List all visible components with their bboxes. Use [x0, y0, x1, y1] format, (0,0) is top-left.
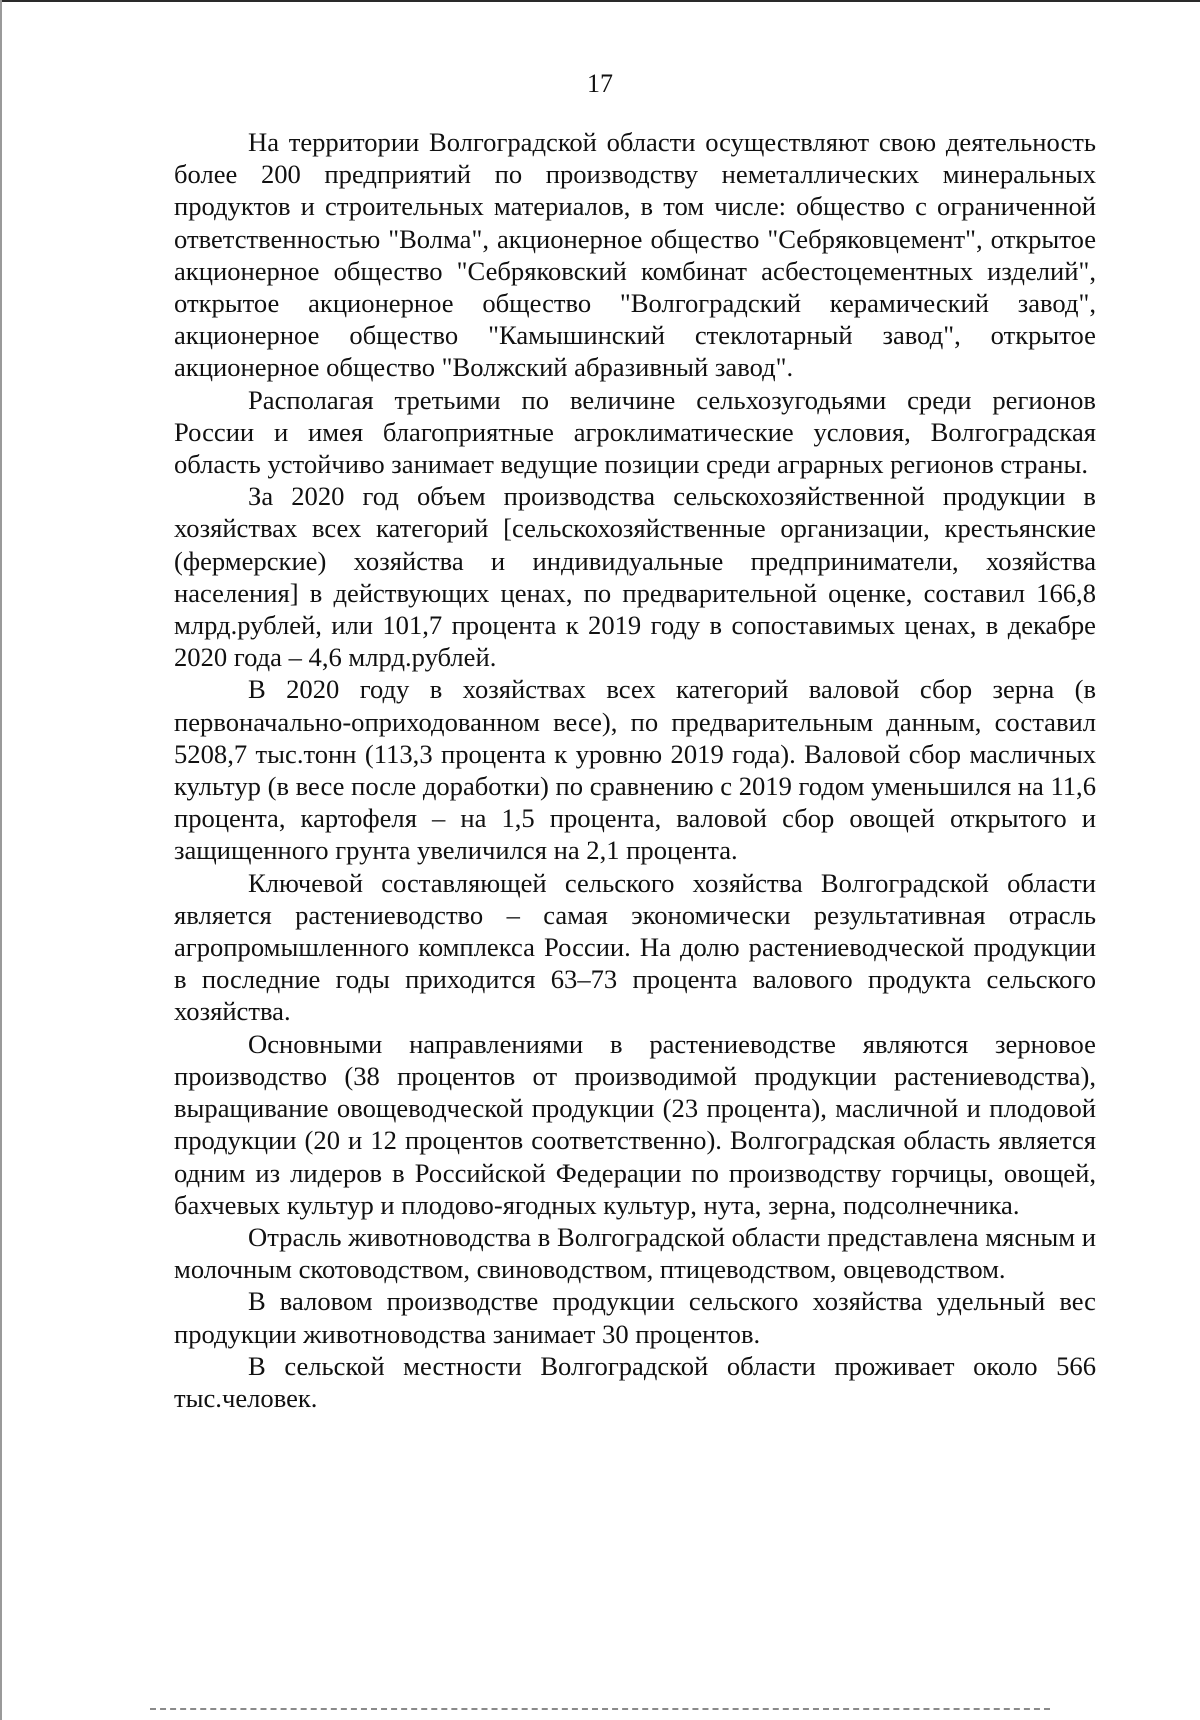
scan-edge-top — [0, 0, 1200, 2]
paragraph-agricultural-land: Располагая третьими по величине сельхозугодьями среди регионов России и имея благоприятные агроклиматические условия, Волгоградская область устойчиво занимает ведущие позиции среди аграрных регионов страны. — [174, 384, 1096, 480]
document-body — [174, 126, 1096, 1414]
paragraph-livestock-share: В валовом производстве продукции сельского хозяйства удельный вес продукции животноводства занимает 30 процентов. — [174, 1286, 1096, 1349]
paragraph-enterprises: На территории Волгоградской области осуществляют свою деятельность более 200 предприятий по производству неметаллических минеральных продуктов и строительных материалов, в том числе: общество с ограниченной ответственностью "Волма", акционерное общество "Себряковцемент", открытое акционерное общество "Себряковский комбинат асбестоцементных изделий", открытое акционерное общество "Волгоградский керамический завод", акционерное общество "Камышинский стеклотарный завод", открытое акционерное общество "Волжский абразивный завод". — [174, 127, 1096, 383]
page-number: 17 — [587, 69, 613, 98]
paragraph-livestock: Отрасль животноводства в Волгоградской области представлена мясным и молочным скотоводством, свиноводством, птицеводством, овцеводством. — [174, 1221, 1096, 1285]
paragraph-production-volume: За 2020 год объем производства сельскохозяйственной продукции в хозяйствах всех категорий [сельскохозяйственные организации, крестьянские (фермерские) хозяйства и индивидуальные предприниматели, хозяйства населения] в действующих ценах, по предварительной оценке, составил 166,8 млрд.рублей, или 101,7 процента к 2019 году в сопоставимых ценах, в декабре 2020 года – 4,6 млрд.рублей. — [174, 481, 1096, 673]
paragraph-rural-population: В сельской местности Волгоградской области проживает около 566 тыс.человек. — [174, 1350, 1096, 1413]
paragraph-main-directions: Основными направлениями в растениеводстве являются зерновое производство (38 процентов от производимой продукции растениеводства), выращивание овощеводческой продукции (23 процента), масличной и плодовой продукции (20 и 12 процентов соответственно). Волгоградская область является одним из лидеров в Российской Федерации по производству горчицы, овощей, бахчевых культур и плодово-ягодных культур, нута, зерна, подсолнечника. — [174, 1028, 1096, 1220]
paragraph-grain-harvest: В 2020 году в хозяйствах всех категорий валовой сбор зерна (в первоначально-оприходованном весе), по предварительным данным, составил 5208,7 тыс.тонн (113,3 процента к уровню 2019 года). Валовой сбор масличных культур (в весе после доработки) по сравнению с 2019 годом уменьшился на 11,6 процента, картофеля – на 1,5 процента, валовой сбор овощей открытого и защищенного грунта увеличился на 2,1 процента. — [174, 674, 1096, 866]
scan-edge-bottom — [150, 1708, 1050, 1710]
scan-edge-left — [0, 0, 2, 1720]
paragraph-crop-production: Ключевой составляющей сельского хозяйства Волгоградской области является растениеводство – самая экономически результативная отрасль агропромышленного комплекса России. На долю растениеводческой продукции в последние годы приходится 63–73 процента валового продукта сельского хозяйства. — [174, 867, 1096, 1027]
